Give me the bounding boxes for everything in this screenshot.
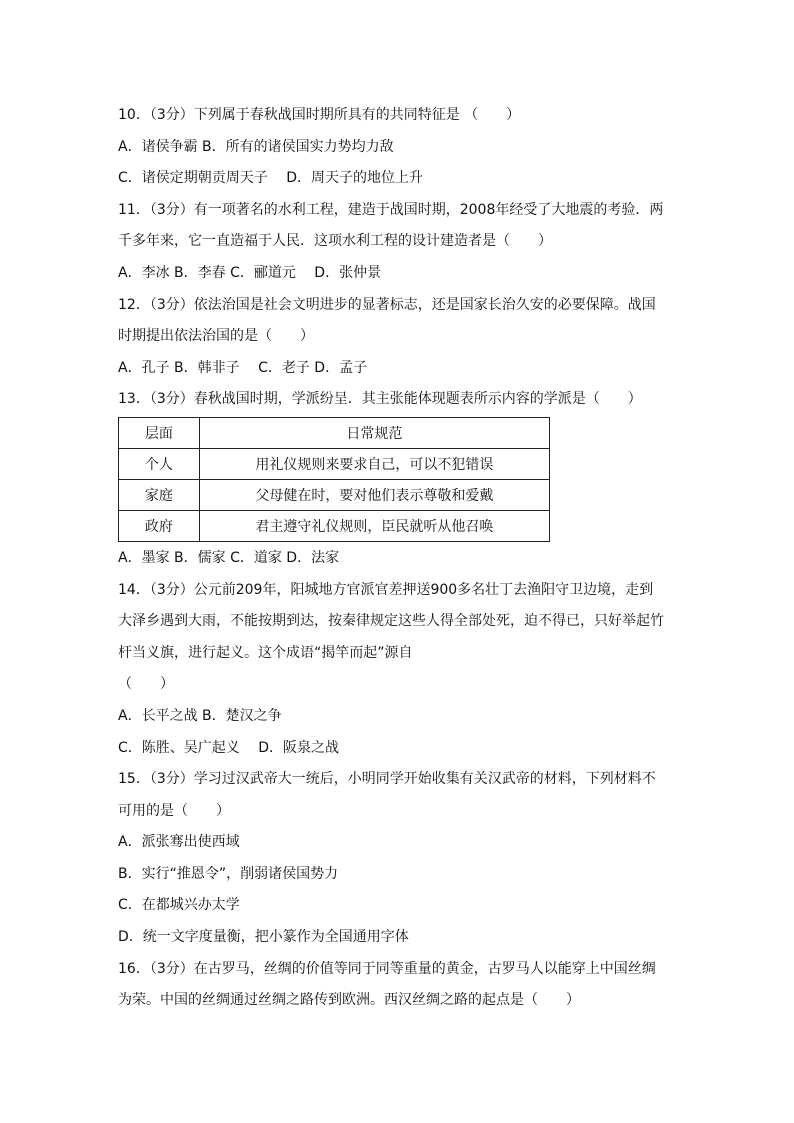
question-stem-line: 杆当义旗，进行起义。这个成语“揭竿而起”源自 <box>118 644 413 661</box>
table-cell: 父母健在时，要对他们表示尊敬和爱戴 <box>199 479 549 510</box>
question-stem-line: 12．（3分）依法治国是社会文明进步的显著标志，还是国家长治久安的必要保障。战国 <box>118 296 656 313</box>
question-16 <box>118 954 678 1017</box>
table-cell: 用礼仪规则来要求自己，可以不犯错误 <box>199 448 549 479</box>
answer-option-line: D．统一文字度量衡，把小篆作为全国通用字体 <box>118 929 409 946</box>
table-row <box>119 510 550 541</box>
table-cell: 个人 <box>119 448 200 479</box>
exam-page <box>118 100 678 1017</box>
answer-option-line: A．派张骞出使西域 <box>118 834 240 851</box>
question-stem-line: （ ） <box>118 676 174 693</box>
question-stem-line: 为荣。中国的丝绸通过丝绸之路传到欧洲。西汉丝绸之路的起点是（ ） <box>118 992 580 1009</box>
table-cell: 家庭 <box>119 479 200 510</box>
answer-option-line: A．孔子 B．韩非子 C．老子 D．孟子 <box>118 359 368 376</box>
question-10 <box>118 100 678 195</box>
question-stem-line: 时期提出依法治国的是（ ） <box>118 328 314 345</box>
answer-option-line: C．诸侯定期朝贡周天子 D．周天子的地位上升 <box>118 170 424 187</box>
answer-option-line: A．墨家 B．儒家 C．道家 D．法家 <box>118 549 340 566</box>
table-header-cell: 层面 <box>119 417 200 448</box>
question-stem-line: 16．（3分）在古罗马，丝绸的价值等同于同等重量的黄金，古罗马人以能穿上中国丝绸 <box>118 960 656 977</box>
question-stem-line: 11．（3分）有一项著名的水利工程，建造于战国时期，2008年经受了大地震的考验．两 <box>118 201 664 218</box>
question-14 <box>118 575 678 765</box>
question-stem-line: 15．（3分）学习过汉武帝大一统后，小明同学开始收集有关汉武帝的材料，下列材料不 <box>118 771 656 788</box>
table-header-cell: 日常规范 <box>199 417 549 448</box>
table-row <box>119 479 550 510</box>
question-11 <box>118 195 678 290</box>
table-header-row <box>119 417 550 448</box>
answer-option-line: A．李冰 B．李春 C．郦道元 D．张仲景 <box>118 264 382 281</box>
table-cell: 君主遵守礼仪规则，臣民就听从他召唤 <box>199 510 549 541</box>
question-15 <box>118 764 678 954</box>
question-stem-line: 13．（3分）春秋战国时期，学派纷呈．其主张能体现题表所示内容的学派是（ ） <box>118 391 642 408</box>
table-row <box>119 448 550 479</box>
answer-option-line: A．诸侯争霸 B．所有的诸侯国实力势均力敌 <box>118 138 394 155</box>
answer-option-line: A．长平之战 B．楚汉之争 <box>118 707 282 724</box>
answer-option-line: B．实行“推恩令”，削弱诸侯国势力 <box>118 865 339 882</box>
table-cell: 政府 <box>119 510 200 541</box>
answer-option-line: C．在都城兴办太学 <box>118 897 240 914</box>
question-stem-line: 10．（3分）下列属于春秋战国时期所具有的共同特征是 （ ） <box>118 107 521 123</box>
question-stem-line: 千多年来，它一直造福于人民．这项水利工程的设计建造者是（ ） <box>118 233 552 250</box>
question-13 <box>118 384 678 574</box>
answer-option-line: C．陈胜、吴广起义 D．阪泉之战 <box>118 739 340 756</box>
question-12 <box>118 290 678 385</box>
question-stem-line: 大泽乡遇到大雨，不能按期到达，按秦律规定这些人得全部处死，迫不得已，只好举起竹 <box>118 613 664 630</box>
question-stem-line: 可用的是（ ） <box>118 802 230 819</box>
question-stem-line: 14．（3分）公元前209年，阳城地方官派官差押送900多名壮丁去渔阳守卫边境，走到 <box>118 581 654 598</box>
school-norms-table <box>118 417 550 542</box>
